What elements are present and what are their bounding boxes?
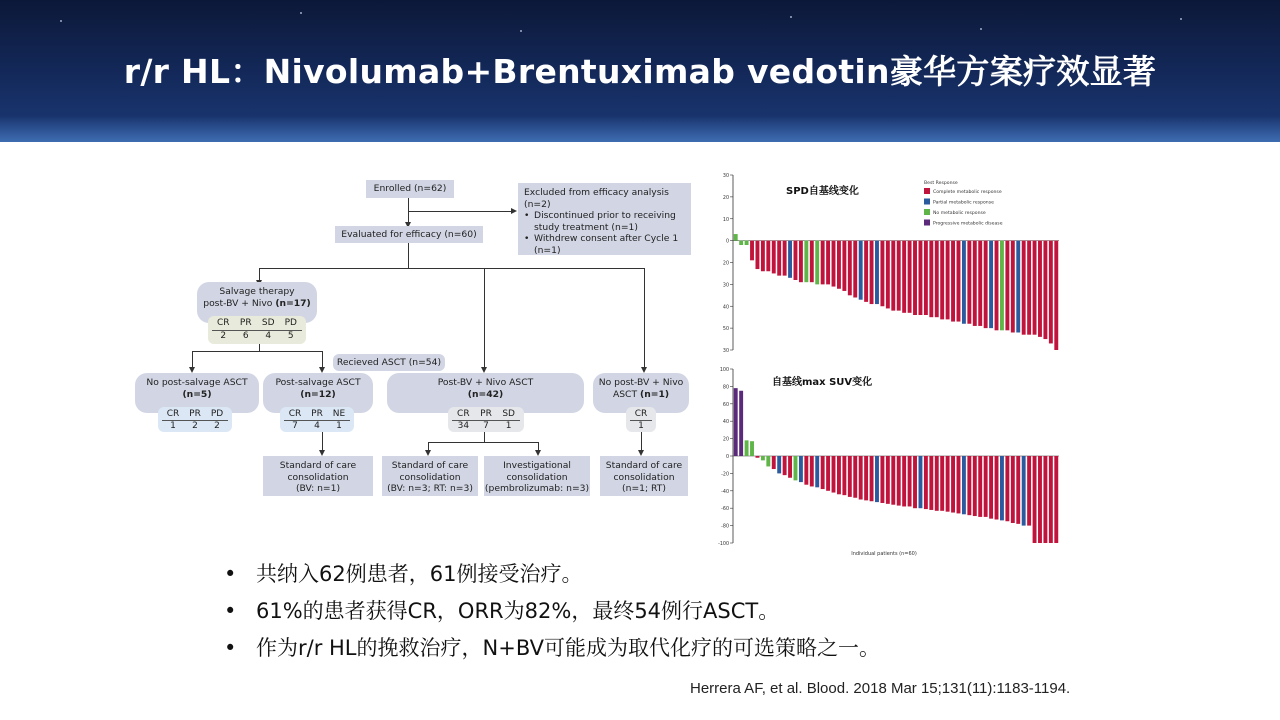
data-bar — [924, 456, 928, 509]
data-bar — [913, 456, 917, 508]
data-bar — [810, 241, 814, 283]
data-bar — [1016, 456, 1020, 524]
data-bar — [1011, 241, 1015, 333]
consolidation-box — [382, 456, 478, 496]
data-bar — [837, 456, 841, 494]
data-bar — [1022, 241, 1026, 335]
consolidation-box — [484, 456, 590, 496]
data-bar — [832, 241, 836, 287]
data-bar — [973, 456, 977, 516]
box-line2: consolidation — [399, 471, 461, 483]
title-banner — [0, 0, 1280, 142]
data-bar — [946, 241, 950, 320]
data-bar — [984, 241, 988, 329]
data-bar — [853, 241, 857, 298]
data-bar — [1033, 241, 1037, 335]
data-bar — [794, 241, 798, 280]
data-bar — [929, 456, 933, 510]
data-bar — [886, 456, 890, 504]
table-header: PR — [184, 409, 206, 421]
table-cell: 1 — [170, 421, 176, 431]
table-cell: 34 — [457, 421, 470, 431]
box-line1: Standard of care — [605, 460, 683, 471]
box-line2: consolidation — [613, 471, 675, 483]
data-bar — [946, 456, 950, 512]
no-post-salvage-table — [158, 407, 232, 432]
table-cell: 6 — [242, 330, 249, 341]
data-bar — [848, 241, 852, 296]
data-bar — [821, 241, 825, 285]
box-line1: Standard of care — [391, 460, 469, 471]
data-bar — [848, 456, 852, 497]
data-bar — [1016, 241, 1020, 333]
no-post-bv-nivo-table — [626, 407, 656, 432]
legend-swatch — [924, 220, 930, 226]
data-bar — [973, 241, 977, 326]
data-bar — [815, 241, 819, 285]
data-bar — [984, 456, 988, 517]
table-cell: 2 — [192, 421, 198, 431]
data-bar — [935, 456, 939, 511]
data-bar — [772, 456, 776, 469]
box-count: (n=42) — [467, 388, 504, 400]
data-bar — [734, 234, 738, 241]
legend-swatch — [924, 209, 930, 215]
data-bar — [918, 456, 922, 508]
y-tick-label: 100 — [719, 368, 729, 373]
data-bar — [821, 456, 825, 489]
y-tick-label: 40 — [722, 305, 729, 311]
y-tick-label: 0 — [725, 239, 729, 245]
data-bar — [897, 456, 901, 506]
data-bar — [734, 388, 738, 456]
table-header: CR — [212, 318, 235, 331]
box-line3: (pembrolizumab: n=3) — [484, 483, 590, 494]
y-tick-label: 30 — [722, 283, 729, 289]
box-line2: consolidation — [287, 471, 349, 483]
data-bar — [908, 241, 912, 313]
data-bar — [924, 241, 928, 315]
table-header: CR — [452, 409, 475, 421]
data-bar — [1038, 241, 1042, 337]
data-bar — [799, 241, 803, 283]
data-bar — [1000, 456, 1004, 520]
connector-line — [408, 243, 409, 269]
salvage-count: (n=17) — [275, 297, 311, 309]
star-decoration — [300, 12, 302, 14]
legend-label: No metabolic response — [933, 211, 986, 216]
data-bar — [755, 241, 759, 269]
box-line3: (n=1; RT) — [622, 483, 666, 494]
data-bar — [804, 456, 808, 485]
y-tick-label: 10 — [722, 217, 729, 223]
data-bar — [957, 456, 961, 513]
data-bar — [745, 440, 749, 456]
data-bar — [1054, 456, 1058, 543]
box-line1: Investigational — [503, 460, 571, 471]
data-bar — [859, 241, 863, 300]
data-bar — [951, 456, 955, 513]
box-line3: (BV: n=3; RT: n=3) — [387, 483, 473, 494]
table-cell: 1 — [505, 421, 512, 431]
post-bv-nivo-table — [448, 407, 524, 432]
data-bar — [1049, 456, 1053, 543]
table-cell: 2 — [220, 330, 227, 341]
y-tick-label: -60 — [721, 507, 729, 513]
y-tick-label: -100 — [718, 542, 729, 547]
star-decoration — [60, 20, 62, 22]
salvage-line2: post-BV + Nivo — [203, 297, 273, 309]
box-count: (n=1) — [640, 388, 670, 400]
box-count: (n=12) — [300, 388, 336, 400]
data-bar — [1000, 241, 1004, 331]
data-bar — [891, 456, 895, 505]
data-bar — [777, 241, 781, 276]
excluded-item — [524, 210, 685, 233]
table-cell: 1 — [336, 421, 342, 431]
bullet-glyph: • — [524, 233, 530, 244]
citation: Herrera AF, et al. Blood. 2018 Mar 15;131(11):1183-1194. — [690, 680, 1071, 697]
data-bar — [1043, 241, 1047, 339]
data-bar — [864, 456, 868, 500]
spd-waterfall-chart — [723, 173, 1059, 354]
data-bar — [1027, 241, 1031, 335]
table-cell: 4 — [314, 421, 320, 431]
data-bar — [739, 391, 743, 456]
data-bar — [750, 241, 754, 261]
table-header: PD — [206, 409, 228, 421]
data-bar — [1027, 456, 1031, 526]
data-bar — [804, 241, 808, 283]
data-bar — [1033, 456, 1037, 543]
bullet-text: 作为r/r HL的挽救治疗，N+BV可能成为取代化疗的可选策略之一。 — [256, 636, 880, 660]
y-tick-label: 30 — [722, 349, 729, 354]
data-bar — [826, 456, 830, 491]
bullet-glyph: • — [524, 210, 530, 221]
table-header: SD — [497, 409, 520, 421]
box-line2: ASCT — [612, 388, 638, 400]
data-bar — [1054, 241, 1058, 350]
connector-line — [484, 268, 485, 370]
arrow-head — [511, 208, 517, 214]
data-bar — [929, 241, 933, 318]
excluded-item — [524, 233, 685, 256]
data-bar — [739, 241, 743, 245]
data-bar — [913, 241, 917, 315]
table-header: NE — [328, 409, 350, 421]
data-bar — [783, 456, 787, 475]
waterfall-chart-svg — [706, 166, 1076, 560]
y-tick-label: -20 — [721, 472, 729, 478]
bullet-item — [224, 630, 1124, 667]
data-bar — [1005, 456, 1009, 521]
excluded-box — [518, 183, 691, 255]
received-asct-box — [333, 354, 445, 371]
data-bar — [761, 241, 765, 272]
connector-line — [408, 211, 511, 212]
y-tick-label: 30 — [722, 174, 729, 179]
box-line1: Post-BV + Nivo ASCT — [437, 377, 534, 388]
box-line1: Post-salvage ASCT — [275, 377, 361, 388]
table-header: PR — [306, 409, 328, 421]
data-bar — [745, 241, 749, 245]
data-bar — [1011, 456, 1015, 523]
data-bar — [1005, 241, 1009, 331]
y-tick-label: 20 — [722, 261, 729, 267]
y-tick-label: 40 — [722, 420, 729, 426]
suvmax-waterfall-chart — [718, 367, 1059, 557]
star-decoration — [980, 28, 982, 30]
data-bar — [967, 241, 971, 324]
data-bar — [962, 456, 966, 514]
table-header: CR — [284, 409, 306, 421]
data-bar — [853, 456, 857, 498]
data-bar — [783, 241, 787, 276]
data-bar — [1043, 456, 1047, 543]
excluded-item-text: Discontinued prior to receiving study treatment (n=1) — [534, 210, 676, 233]
connector-line — [484, 432, 485, 442]
salvage-line1: Salvage therapy — [219, 286, 295, 297]
data-bar — [902, 241, 906, 313]
data-bar — [788, 456, 792, 478]
data-bar — [842, 241, 846, 291]
evaluated-box — [335, 226, 483, 243]
data-bar — [918, 241, 922, 315]
received-asct-label: Recieved ASCT (n=54) — [336, 357, 442, 368]
y-tick-label: 20 — [722, 437, 729, 443]
data-bar — [875, 241, 879, 304]
box-line1: No post-salvage ASCT — [146, 377, 248, 388]
data-bar — [989, 456, 993, 519]
excluded-title: Excluded from efficacy analysis (n=2) — [524, 187, 669, 210]
table-cell: 4 — [265, 330, 272, 341]
enrolled-label: Enrolled (n=62) — [373, 183, 447, 194]
data-bar — [880, 456, 884, 503]
legend-label: Complete metabolic response — [933, 190, 1002, 195]
box-line1: No post-BV + Nivo — [598, 377, 684, 388]
data-bar — [940, 456, 944, 511]
consolidation-box — [600, 456, 688, 496]
data-bar — [886, 241, 890, 309]
data-bar — [989, 241, 993, 329]
bullet-item — [224, 593, 1124, 630]
data-bar — [897, 241, 901, 311]
data-bar — [777, 456, 781, 473]
data-bar — [832, 456, 836, 493]
data-bar — [978, 241, 982, 326]
bullet-glyph: • — [224, 562, 237, 586]
data-bar — [1038, 456, 1042, 543]
data-bar — [842, 456, 846, 495]
data-bar — [1022, 456, 1026, 526]
data-bar — [859, 456, 863, 500]
legend-swatch — [924, 188, 930, 194]
post-salvage-table — [280, 407, 354, 432]
table-cell: 7 — [292, 421, 298, 431]
legend-label: Progressive metabolic disease — [933, 221, 1003, 227]
table-header: CR — [630, 409, 652, 421]
data-bar — [794, 456, 798, 480]
bullet-text: 共纳入62例患者，61例接受治疗。 — [256, 562, 583, 586]
y-tick-label: 60 — [722, 402, 729, 408]
data-bar — [951, 241, 955, 322]
data-bar — [940, 241, 944, 320]
waterfall-charts — [706, 166, 1076, 560]
evaluated-label: Evaluated for efficacy (n=60) — [341, 229, 477, 240]
data-bar — [772, 241, 776, 274]
enrolled-box — [366, 180, 454, 198]
data-bar — [995, 241, 999, 331]
connector-line — [192, 351, 322, 352]
y-tick-label: 80 — [722, 385, 729, 391]
table-header: PR — [235, 318, 258, 331]
legend-swatch — [924, 199, 930, 205]
data-bar — [750, 441, 754, 456]
table-cell: 1 — [638, 421, 644, 431]
data-bar — [870, 456, 874, 501]
connector-line — [428, 442, 539, 443]
data-bar — [870, 241, 874, 304]
data-bar — [957, 241, 961, 322]
slide-title: r/r HL：Nivolumab+Brentuximab vedotin豪华方案疗效显著 — [123, 52, 1157, 91]
box-count: (n=5) — [182, 388, 212, 400]
star-decoration — [1180, 18, 1182, 20]
data-bar — [826, 241, 830, 285]
bullet-glyph: • — [224, 599, 237, 623]
table-header: PD — [280, 318, 303, 331]
data-bar — [766, 456, 770, 466]
data-bar — [902, 456, 906, 506]
key-findings-list — [224, 556, 1124, 667]
box-line1: Standard of care — [279, 460, 357, 471]
bullet-text: 61%的患者获得CR，ORR为82%，最终54例行ASCT。 — [256, 599, 780, 623]
chart-title: SPD自基线变化 — [786, 186, 859, 197]
table-header: CR — [162, 409, 184, 421]
connector-line — [259, 268, 644, 269]
chart-title: 自基线max SUV变化 — [772, 377, 873, 388]
data-bar — [967, 456, 971, 515]
excluded-item-text: Withdrew consent after Cycle 1 (n=1) — [534, 233, 679, 256]
data-bar — [815, 456, 819, 487]
x-axis-label: Individual patients (n=60) — [851, 551, 917, 557]
data-bar — [755, 456, 759, 458]
data-bar — [935, 241, 939, 318]
salvage-response-table — [208, 316, 306, 344]
y-tick-label: -80 — [721, 524, 729, 530]
banner-glow — [0, 116, 1280, 142]
box-line3: (BV: n=1) — [295, 483, 341, 494]
y-tick-label: -40 — [721, 489, 729, 495]
table-cell: 2 — [214, 421, 220, 431]
y-tick-label: 0 — [725, 455, 729, 460]
data-bar — [1049, 241, 1053, 344]
data-bar — [962, 241, 966, 324]
data-bar — [788, 241, 792, 278]
data-bar — [864, 241, 868, 302]
legend-label: Partial metabolic response — [933, 200, 994, 206]
star-decoration — [520, 30, 522, 32]
table-header: PR — [475, 409, 498, 421]
legend-title: Best Response — [924, 181, 958, 186]
study-flowchart — [130, 170, 705, 505]
data-bar — [761, 456, 765, 460]
data-bar — [766, 241, 770, 272]
box-line2: consolidation — [506, 471, 568, 483]
data-bar — [995, 456, 999, 520]
data-bar — [799, 456, 803, 482]
table-cell: 7 — [483, 421, 489, 431]
bullet-item — [224, 556, 1124, 593]
y-tick-label: 50 — [722, 327, 729, 333]
data-bar — [837, 241, 841, 289]
table-cell: 5 — [287, 330, 294, 341]
table-header: SD — [257, 318, 280, 331]
y-tick-label: 20 — [722, 195, 729, 201]
data-bar — [810, 456, 814, 486]
bullet-glyph: • — [224, 636, 237, 660]
consolidation-box — [263, 456, 373, 496]
data-bar — [908, 456, 912, 506]
data-bar — [880, 241, 884, 307]
data-bar — [891, 241, 895, 311]
connector-line — [644, 268, 645, 370]
data-bar — [875, 456, 879, 502]
data-bar — [978, 456, 982, 517]
star-decoration — [790, 16, 792, 18]
